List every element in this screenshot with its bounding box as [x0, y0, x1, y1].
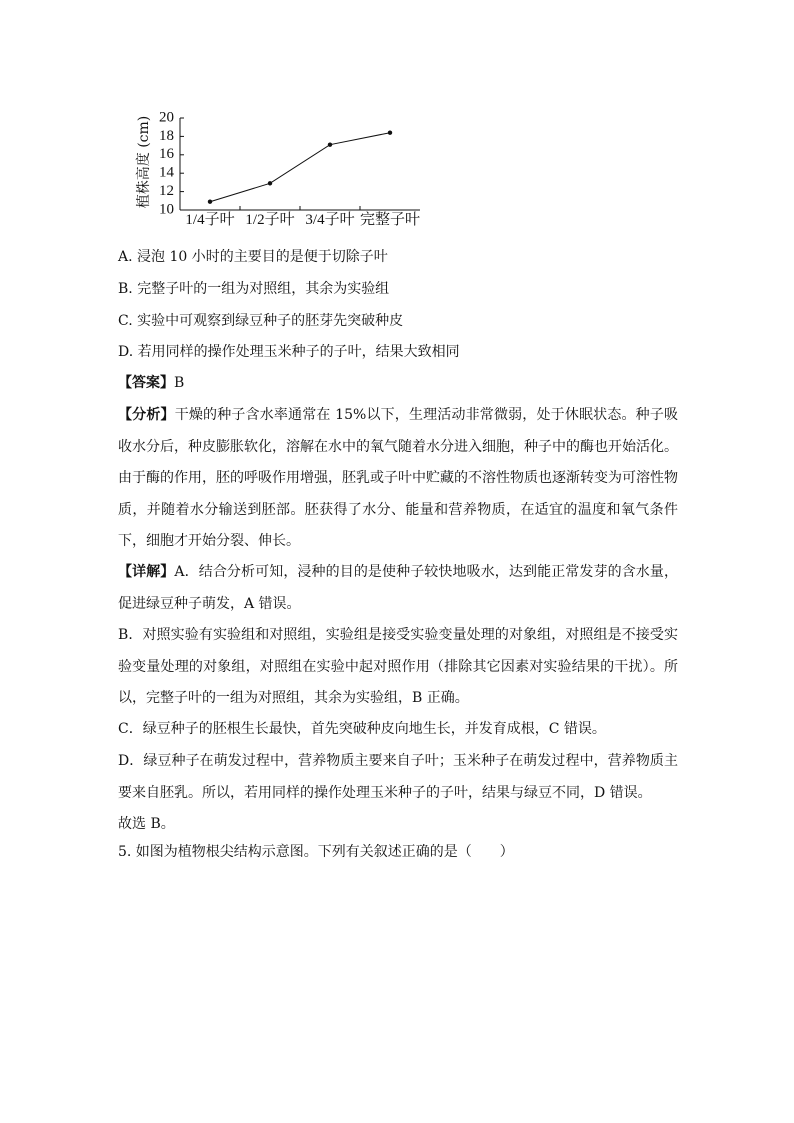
detail-label: 【详解】: [118, 564, 175, 580]
option-c: C. 实验中可观察到绿豆种子的胚芽先突破种皮: [118, 313, 404, 329]
height-line-chart: [120, 104, 440, 234]
next-question: 5. 如图为植物根尖结构示意图。下列有关叙述正确的是（ ）: [118, 844, 514, 860]
analysis-label: 【分析】: [118, 407, 175, 423]
answer-line: [118, 373, 184, 393]
data-point: [328, 142, 332, 146]
analysis-text: 干燥的种子含水率通常在 15%以下，生理活动非常微弱，处于休眠状态。种子吸收水分后，种皮膨胀软化，溶解在水中的氧气随着水分进入细胞，种子中的酶也开始活化。由于酶的作用，胚的呼吸作用增强，胚乳或子叶中贮藏的不溶性物质也逐渐转变为可溶性物质，并随着水分输送到胚部。胚获得了水分、能量和营养物质，在适宜的温度和氧气条件下，细胞才开始分裂、伸长。: [118, 407, 678, 550]
x-tick-label: 1/2子叶: [245, 212, 295, 228]
y-tick-label: 14: [159, 164, 174, 181]
detail-a-text: A．结合分析可知，浸种的目的是使种子较快地吸水，达到能正常发芽的含水量，促进绿豆种子萌发，A 错误。: [118, 564, 679, 612]
detail-d-paragraph: D．绿豆种子在萌发过程中，营养物质主要来自子叶；玉米种子在萌发过程中，营养物质主要来自胚乳。所以，若用同样的操作处理玉米种子的子叶，结果与绿豆不同，D 错误。: [118, 753, 678, 801]
option-b: B. 完整子叶的一组为对照组，其余为实验组: [118, 281, 390, 297]
detail-b-paragraph: B．对照实验有实验组和对照组，实验组是接受实验变量处理的对象组，对照组是不接受实验变量处理的对象组，对照组在实验中起对照作用（排除其它因素对实验结果的干扰）。所以，完整子叶的一组为对照组，其余为实验组，B 正确。: [118, 627, 678, 707]
y-axis-label: 植株高度 (cm): [136, 115, 152, 209]
answer-text: B: [174, 375, 185, 391]
y-tick-label: 20: [159, 109, 174, 126]
chart-svg: [120, 104, 440, 234]
y-tick-label: 16: [159, 146, 174, 163]
series: [208, 131, 392, 204]
x-tick-label: 完整子叶: [359, 212, 421, 228]
analysis-paragraph: [118, 400, 678, 558]
x-tick-label: 1/4子叶: [185, 212, 235, 228]
conclusion: 故选 B。: [118, 816, 175, 832]
x-tick-label: 3/4子叶: [305, 212, 355, 228]
answer-label: 【答案】: [118, 375, 174, 391]
detail-a-paragraph: [118, 557, 678, 620]
y-tick-label: 18: [159, 127, 174, 144]
data-point: [268, 181, 272, 185]
series-line: [210, 133, 390, 202]
y-tick-label: 12: [159, 183, 174, 200]
option-a: A. 浸泡 10 小时的主要目的是便于切除子叶: [118, 249, 388, 265]
option-d: D. 若用同样的操作处理玉米种子的子叶，结果大致相同: [118, 344, 460, 360]
x-ticks: [185, 206, 420, 228]
y-tick-label: 10: [159, 201, 174, 218]
data-point: [208, 200, 212, 204]
data-point: [388, 131, 392, 135]
detail-c-paragraph: C．绿豆种子的胚根生长最快，首先突破种皮向地生长，并发育成根，C 错误。: [118, 721, 606, 737]
